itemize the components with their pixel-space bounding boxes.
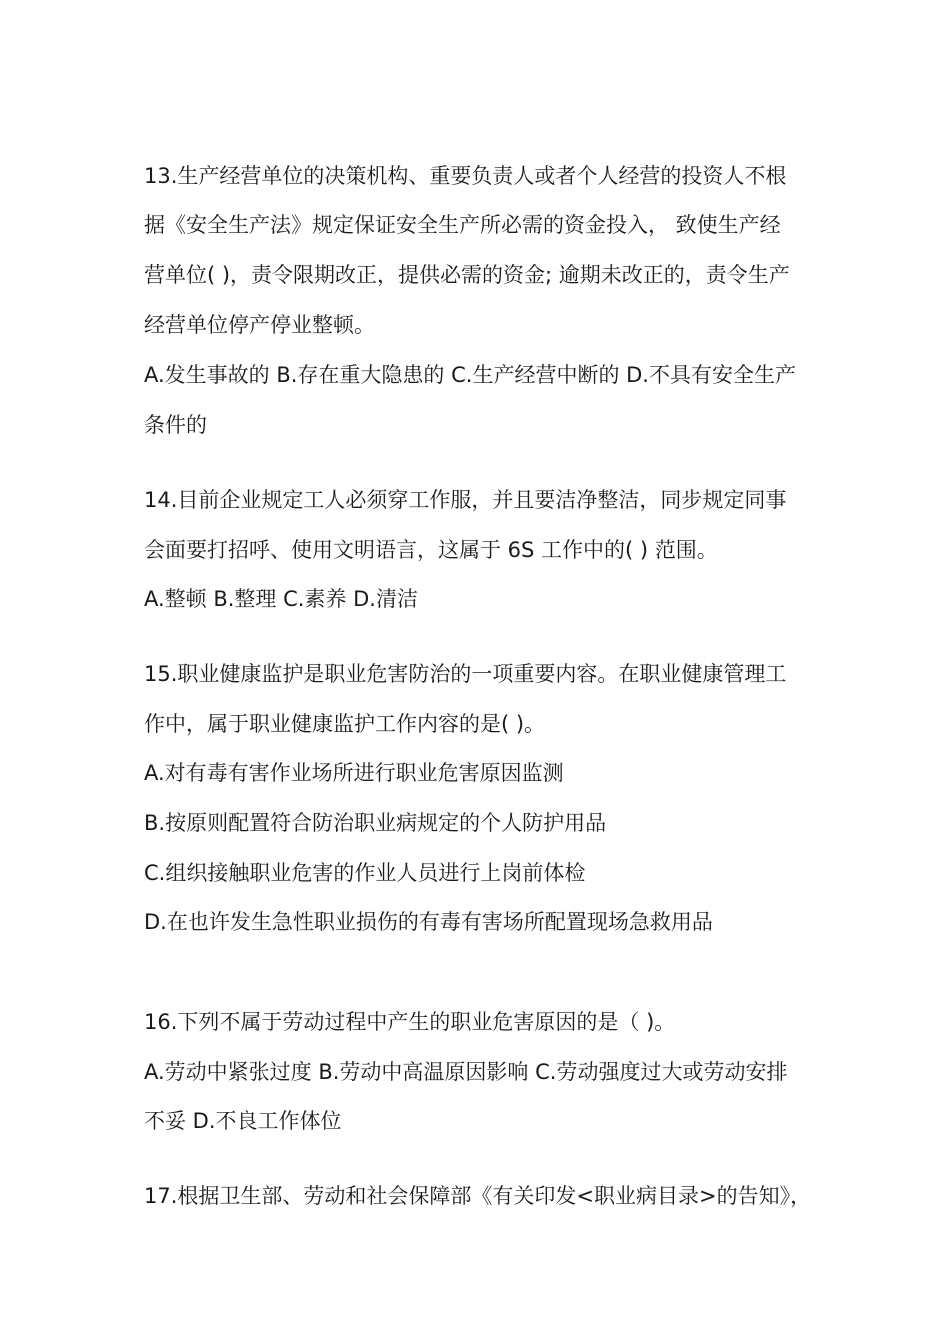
question-15-line-2: 作中，属于职业健康监护工作内容的是( )。 xyxy=(144,712,546,736)
question-15-option-a: A.对有毒有害作业场所进行职业危害原因监测 xyxy=(144,761,564,785)
question-16-options-line-2: 不妥 D.不良工作体位 xyxy=(144,1109,342,1133)
question-13-options-line-2: 条件的 xyxy=(144,413,207,437)
question-16-options-line-1: A.劳动中紧张过度 B.劳动中高温原因影响 C.劳动强度过大或劳动安排 xyxy=(144,1060,788,1084)
question-14-line-2: 会面要打招呼、使用文明语言，这属于 6S 工作中的( ) 范围。 xyxy=(144,538,718,562)
question-14-options-line-1: A.整顿 B.整理 C.素养 D.清洁 xyxy=(144,587,418,611)
question-17-line-1: 17.根据卫生部、劳动和社会保障部《有关印发<职业病目录>的告知》， xyxy=(144,1184,812,1208)
question-15-option-c: C.组织接触职业危害的作业人员进行上岗前体检 xyxy=(144,861,586,885)
question-15-option-d: D.在也许发生急性职业损伤的有毒有害场所配置现场急救用品 xyxy=(144,910,713,934)
question-13-line-4: 经营单位停产停业整顿。 xyxy=(144,313,375,337)
question-15-line-1: 15.职业健康监护是职业危害防治的一项重要内容。在职业健康管理工 xyxy=(144,662,787,686)
question-13-line-3: 营单位( )，责令限期改正，提供必需的资金; 逾期未改正的，责令生产 xyxy=(144,263,790,287)
question-13-options-line-1: A.发生事故的 B.存在重大隐患的 C.生产经营中断的 D.不具有安全生产 xyxy=(144,363,796,387)
question-14-line-1: 14.目前企业规定工人必须穿工作服，并且要洁净整洁，同步规定同事 xyxy=(144,488,787,512)
question-13-line-2: 据《安全生产法》规定保证安全生产所必需的资金投入， 致使生产经 xyxy=(144,213,781,237)
question-16-line-1: 16.下列不属于劳动过程中产生的职业危害原因的是（ )。 xyxy=(144,1010,676,1034)
question-13-line-1: 13.生产经营单位的决策机构、重要负责人或者个人经营的投资人不根 xyxy=(144,164,787,188)
question-15-option-b: B.按原则配置符合防治职业病规定的个人防护用品 xyxy=(144,811,607,835)
